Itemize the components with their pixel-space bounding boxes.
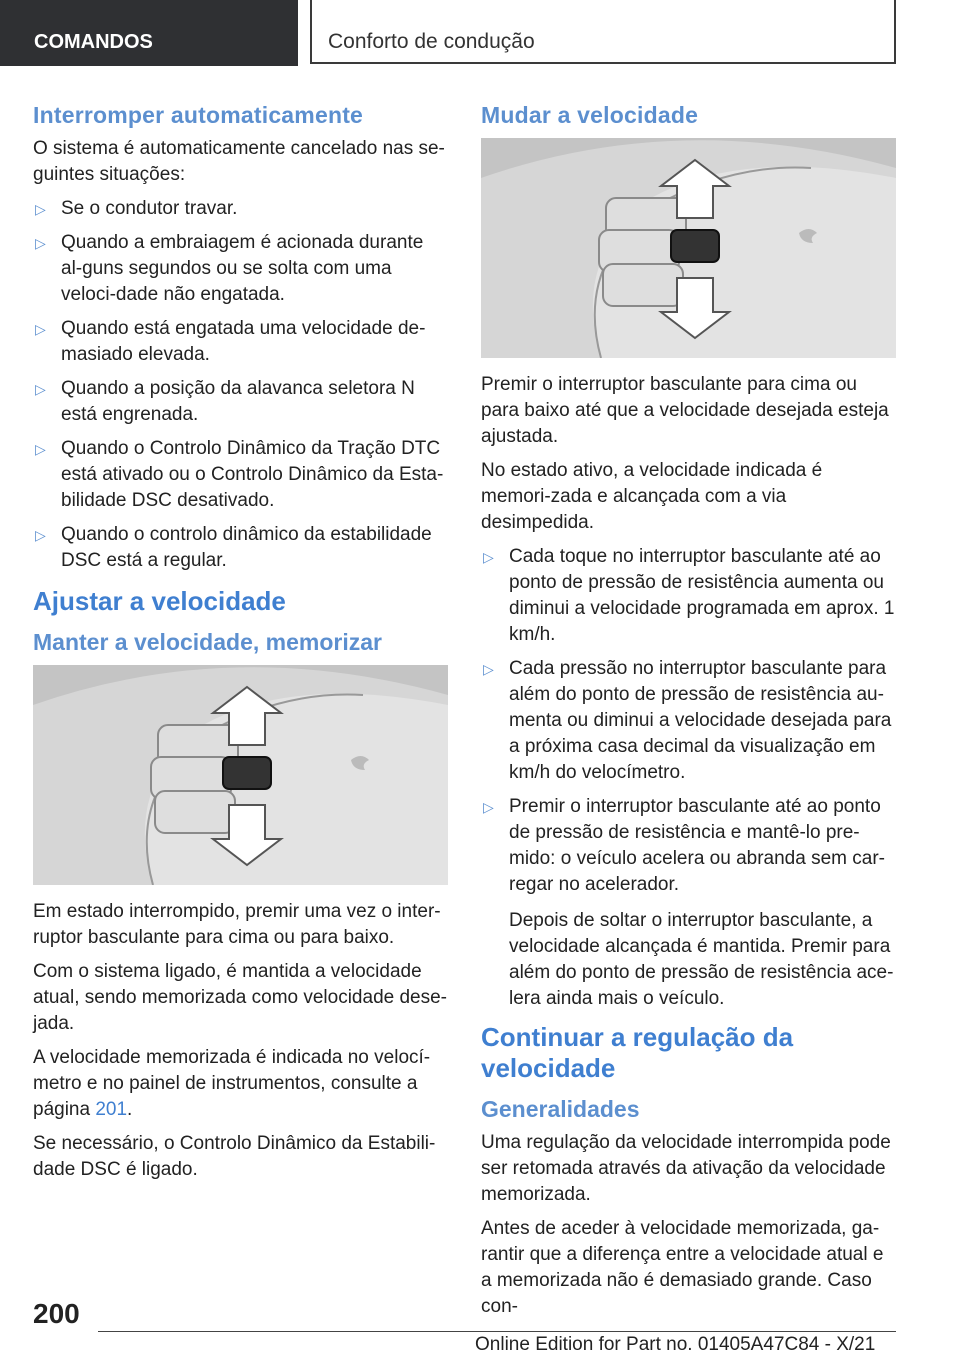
list-item <box>33 230 448 308</box>
triangle-bullet-icon: ▷ <box>35 235 46 251</box>
right-column <box>481 96 896 1328</box>
triangle-bullet-icon: ▷ <box>483 799 494 815</box>
list-item <box>33 436 448 514</box>
triangle-bullet-icon: ▷ <box>483 661 494 677</box>
list-mudar <box>481 544 896 898</box>
triangle-bullet-icon: ▷ <box>35 201 46 217</box>
paragraph-velocidade-memorizada <box>33 1045 448 1123</box>
steering-wheel-rocker-image <box>33 665 448 885</box>
paragraph-depois-de-soltar: Depois de soltar o interruptor basculante, a velocidade alcançada é mantida. Premir para além do ponto de pressão de resistência ace-lera ainda mais o veículo. <box>509 910 894 1009</box>
list-item-text: Quando a posição da alavanca seletora N está engrenada. <box>61 378 415 425</box>
list-item-text: Cada pressão no interruptor basculante para além do ponto de pressão de resistência au-menta ou diminui a velocidade desejada para a próxima casa decimal da visualização em km/h do velocímetro. <box>509 658 892 783</box>
heading-generalidades: Generalidades <box>481 1096 640 1122</box>
list-item <box>33 316 448 368</box>
edition-note: Online Edition for Part no. 01405A47C84 - X/21 <box>475 1334 876 1355</box>
list-item-text: Premir o interruptor basculante até ao ponto de pressão de resistência e mantê-lo pre-mido: o veículo acelera ou abranda sem car-regar no acelerador. <box>509 796 885 895</box>
heading-continuar: Continuar a regulação da velocidade <box>481 1022 794 1083</box>
paragraph-intro: O sistema é automaticamente cancelado nas se-guintes situações: <box>33 138 445 185</box>
steering-wheel-illustration <box>33 665 448 885</box>
list-item <box>33 522 448 574</box>
triangle-bullet-icon: ▷ <box>35 321 46 337</box>
paragraph-estado-interrompido: Em estado interrompido, premir uma vez o inter-ruptor basculante para cima ou para baixo. <box>33 901 441 948</box>
list-interromper <box>33 196 448 574</box>
list-item-text: Quando está engatada uma velocidade de-masiado elevada. <box>61 318 426 365</box>
paragraph-estado-ativo: No estado ativo, a velocidade indicada é memori-zada e alcançada com a via desimpedida. <box>481 460 823 533</box>
list-item-text: Se o condutor travar. <box>61 198 238 219</box>
list-item-text: Quando o controlo dinâmico da estabilidade DSC está a regular. <box>61 524 432 571</box>
list-item <box>481 794 896 898</box>
section-title: COMANDOS <box>0 0 298 66</box>
list-item <box>481 544 896 648</box>
paragraph-dsc: Se necessário, o Controlo Dinâmico da Estabili-dade DSC é ligado. <box>33 1133 436 1180</box>
triangle-bullet-icon: ▷ <box>35 441 46 457</box>
footer-divider <box>98 1331 896 1332</box>
paragraph-antes-de-aceder: Antes de aceder à velocidade memorizada, ga-rantir que a diferença entre a velocidade atual e a memorizada não é demasiado grande. Caso con- <box>481 1218 884 1317</box>
heading-manter: Manter a velocidade, memorizar <box>33 629 382 655</box>
list-item-text: Cada toque no interruptor basculante até ao ponto de pressão de resistência aumenta ou diminui a velocidade programada em aprox. 1 km/h. <box>509 546 895 645</box>
heading-mudar: Mudar a velocidade <box>481 102 699 128</box>
list-item <box>33 196 448 222</box>
list-item-text: Quando o Controlo Dinâmico da Tração DTC está ativado ou o Controlo Dinâmico da Esta-bilidade DSC desativado. <box>61 438 444 511</box>
triangle-bullet-icon: ▷ <box>35 381 46 397</box>
heading-ajustar: Ajustar a velocidade <box>33 586 286 616</box>
list-item-text: Quando a embraiagem é acionada durante al-guns segundos ou se solta com uma veloci-dade não engatada. <box>61 232 424 305</box>
heading-interromper: Interromper automaticamente <box>33 102 364 128</box>
list-item <box>33 376 448 428</box>
paragraph-premir: Premir o interruptor basculante para cima ou para baixo até que a velocidade desejada esteja ajustada. <box>481 374 889 447</box>
triangle-bullet-icon: ▷ <box>483 549 494 565</box>
chapter-title: Conforto de condução <box>310 0 896 64</box>
left-column <box>33 96 448 1191</box>
paragraph-text: A velocidade memorizada é indicada no velocí-metro e no painel de instrumentos, consulte a página <box>33 1047 431 1120</box>
steering-wheel-rocker-image <box>481 138 896 358</box>
paragraph-sistema-ligado: Com o sistema ligado, é mantida a velocidade atual, sendo memorizada como velocidade dese-jada. <box>33 961 448 1034</box>
page-link[interactable]: 201 <box>95 1099 128 1120</box>
page-number: 200 <box>33 1298 80 1329</box>
triangle-bullet-icon: ▷ <box>35 527 46 543</box>
list-item <box>481 656 896 786</box>
steering-wheel-illustration <box>481 138 896 358</box>
page-header <box>0 0 960 66</box>
paragraph-text: . <box>127 1099 133 1120</box>
paragraph-regulacao-interrompida: Uma regulação da velocidade interrompida pode ser retomada através da ativação da velocidade memorizada. <box>481 1132 891 1205</box>
